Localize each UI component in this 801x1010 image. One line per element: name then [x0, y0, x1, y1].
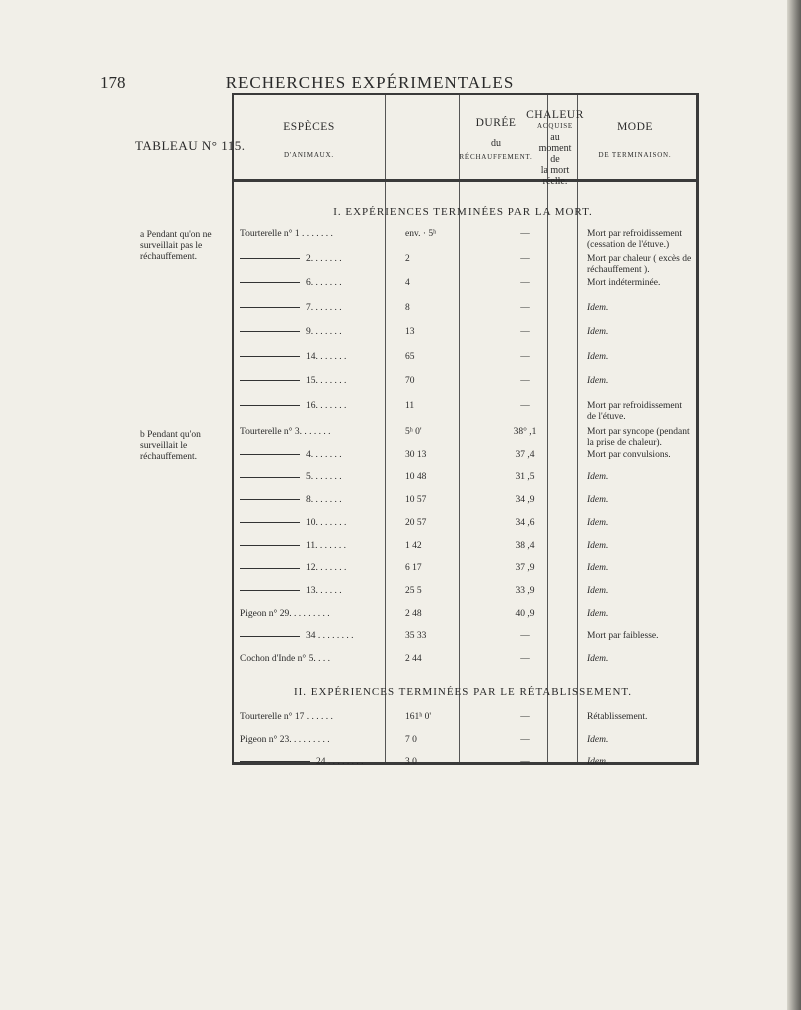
cell-animal	[240, 472, 385, 483]
ditto-rule	[240, 761, 310, 762]
cell-animal	[240, 609, 385, 620]
cell-animal-text: 14. . . . . . .	[306, 351, 347, 362]
table-row	[0, 278, 801, 304]
cell-animal-text: 10. . . . . . .	[306, 517, 347, 528]
cell-chaleur: —	[520, 302, 530, 313]
cell-duree: 7 0	[405, 734, 417, 745]
group-a-label: a Pendant qu'on ne surveillait pas le réchauffement.	[140, 230, 212, 262]
ditto-rule	[240, 454, 300, 455]
cell-animal	[240, 327, 385, 338]
cell-animal	[240, 450, 385, 461]
table-row	[0, 254, 801, 280]
ditto-rule	[240, 356, 300, 357]
cell-animal	[240, 757, 385, 768]
cell-chaleur: 31 ,5	[515, 472, 535, 483]
ditto-rule	[240, 636, 300, 637]
header-duree-line1: DURÉE	[475, 117, 517, 129]
cell-chaleur: 33 ,9	[515, 585, 535, 596]
header-chaleur-line1: CHALEUR	[526, 109, 584, 121]
cell-chaleur: —	[520, 351, 530, 362]
cell-mode: Rétablissement.	[587, 712, 648, 722]
cell-duree: 6 17	[405, 563, 422, 574]
cell-duree: env. · 5ʰ	[405, 229, 437, 239]
cell-duree: 25 5	[405, 585, 422, 596]
header-chaleur-line3: au	[550, 132, 560, 143]
cell-animal	[240, 518, 385, 529]
section1-title: I. EXPÉRIENCES TERMINÉES PAR LA MORT.	[333, 206, 593, 218]
cell-chaleur: —	[520, 278, 530, 288]
header-mode-line2: DE TERMINAISON.	[598, 151, 672, 159]
table-row	[0, 352, 801, 378]
table-row	[0, 303, 801, 329]
ditto-rule	[240, 282, 300, 283]
cell-animal-text: Cochon d'Inde n° 5. . . .	[240, 654, 330, 664]
cell-animal-text: 8. . . . . . .	[306, 495, 342, 506]
cell-animal-text: 13. . . . . .	[306, 585, 342, 596]
cell-chaleur: 40 ,9	[515, 608, 535, 619]
cell-duree: 30 13	[405, 449, 427, 460]
cell-duree: 161ʰ 0'	[405, 712, 432, 722]
cell-duree: 2 48	[405, 608, 422, 619]
cell-chaleur: —	[520, 631, 530, 642]
header-chaleur-line4: moment	[538, 143, 572, 154]
header-especes	[233, 122, 385, 161]
cell-mode: Mort par convulsions.	[587, 449, 671, 460]
cell-chaleur: 37 ,9	[515, 563, 535, 574]
cell-chaleur: —	[520, 376, 530, 386]
cell-animal-text: 12. . . . . . .	[306, 563, 347, 574]
ditto-rule	[240, 545, 300, 546]
ditto-rule	[240, 380, 300, 381]
cell-mode: Idem.	[587, 495, 609, 506]
header-duree-line3: RÉCHAUFFEMENT.	[459, 153, 533, 161]
header-chaleur-line7: réelle.	[542, 176, 568, 187]
page-number: 178	[100, 73, 126, 92]
cell-mode: Idem.	[587, 654, 609, 664]
cell-mode: Idem.	[587, 327, 609, 337]
cell-animal	[240, 427, 385, 438]
cell-mode: Idem.	[587, 734, 609, 745]
header-chaleur-line5: de	[550, 154, 560, 165]
cell-animal-text: Pigeon n° 29. . . . . . . . .	[240, 608, 330, 619]
header-rule	[234, 179, 696, 182]
cell-animal-text: 15. . . . . . .	[306, 376, 347, 386]
cell-mode: Idem.	[587, 757, 609, 767]
cell-mode: Idem.	[587, 517, 609, 528]
table-row	[0, 757, 801, 783]
cell-mode: Mort par syncope (pendant la prise de chaleur).	[587, 427, 690, 448]
cell-animal	[240, 254, 385, 265]
ditto-rule	[240, 568, 300, 569]
cell-chaleur: —	[520, 229, 530, 239]
cell-duree: 13	[405, 327, 415, 337]
cell-animal	[240, 401, 385, 412]
table-row	[0, 401, 801, 427]
cell-animal-text: 16. . . . . . .	[306, 400, 347, 411]
ditto-rule	[240, 477, 300, 478]
cell-mode: Mort indéterminée.	[587, 278, 661, 288]
ditto-rule	[240, 331, 300, 332]
cell-duree: 3 0	[405, 757, 417, 767]
cell-duree: 2	[405, 253, 410, 264]
cell-animal-text: Tourterelle n° 17 . . . . . .	[240, 712, 333, 722]
cell-mode: Mort par chaleur ( excès de réchauffement ).	[587, 253, 692, 275]
cell-chaleur: —	[520, 253, 530, 264]
header-especes-line2: D'ANIMAUX.	[284, 151, 334, 159]
cell-animal-text: 6. . . . . . .	[306, 278, 342, 288]
cell-animal-text: 9. . . . . . .	[306, 327, 342, 337]
ditto-rule	[240, 307, 300, 308]
header-duree-line2: du	[491, 138, 501, 149]
cell-animal	[240, 278, 385, 289]
table-row	[0, 376, 801, 402]
cell-animal	[240, 631, 385, 642]
cell-chaleur: —	[520, 757, 530, 767]
cell-animal	[240, 712, 385, 723]
cell-chaleur: —	[520, 734, 530, 745]
cell-chaleur: 34 ,9	[515, 495, 535, 506]
cell-animal-text: Pigeon n° 23. . . . . . . . .	[240, 734, 330, 745]
cell-mode: Mort par refroidissement (cessation de l'étuve.)	[587, 229, 682, 250]
cell-duree: 1 42	[405, 540, 422, 551]
table-row	[0, 327, 801, 353]
cell-duree: 65	[405, 351, 415, 362]
ditto-rule	[240, 405, 300, 406]
cell-chaleur: 37 ,4	[515, 449, 535, 460]
cell-animal	[240, 735, 385, 746]
cell-animal	[240, 376, 385, 387]
cell-mode: Idem.	[587, 540, 609, 551]
cell-duree: 10 48	[405, 472, 427, 483]
header-chaleur-line2: ACQUISE	[537, 122, 573, 130]
header-mode-line1: MODE	[617, 121, 653, 133]
cell-chaleur: 38° ,1	[513, 427, 537, 437]
cell-mode: Idem.	[587, 376, 609, 386]
cell-mode: Idem.	[587, 351, 609, 362]
cell-mode: Idem.	[587, 563, 609, 574]
cell-chaleur: 34 ,6	[515, 517, 535, 528]
header-chaleur-line6: la mort	[540, 165, 570, 176]
cell-mode: Idem.	[587, 585, 609, 596]
table-row	[0, 654, 801, 680]
cell-chaleur: —	[520, 654, 530, 664]
cell-animal	[240, 229, 385, 240]
cell-mode: Mort par faiblesse.	[587, 631, 659, 642]
cell-duree: 35 33	[405, 631, 427, 642]
cell-animal	[240, 495, 385, 506]
cell-animal-text: Tourterelle n° 3. . . . . . .	[240, 427, 331, 437]
cell-duree: 5ʰ 0'	[405, 427, 422, 437]
ditto-rule	[240, 499, 300, 500]
cell-mode: Idem.	[587, 472, 609, 483]
cell-duree: 70	[405, 376, 415, 386]
ditto-rule	[240, 258, 300, 259]
cell-animal-text: 2. . . . . . .	[306, 253, 342, 264]
cell-animal-text: 5. . . . . . .	[306, 472, 342, 483]
cell-animal	[240, 586, 385, 597]
ditto-rule	[240, 522, 300, 523]
cell-animal	[240, 654, 385, 665]
cell-animal	[240, 563, 385, 574]
section2-title: II. EXPÉRIENCES TERMINÉES PAR LE RÉTABLISSEMENT.	[293, 686, 633, 698]
cell-chaleur: —	[520, 327, 530, 337]
cell-chaleur: —	[520, 712, 530, 722]
cell-animal-text: 4. . . . . . .	[306, 449, 342, 460]
cell-animal-text: 11. . . . . . .	[306, 540, 347, 551]
cell-duree: 20 57	[405, 517, 427, 528]
cell-animal	[240, 303, 385, 314]
header-especes-line1: ESPÈCES	[283, 121, 335, 133]
table-row	[0, 229, 801, 255]
cell-duree: 2 44	[405, 654, 422, 664]
cell-duree: 8	[405, 302, 410, 313]
cell-animal-text: 24 . . . . . . . .	[316, 757, 364, 767]
cell-animal-text: 7. . . . . . .	[306, 302, 342, 313]
cell-animal	[240, 352, 385, 363]
cell-mode: Idem.	[587, 302, 609, 313]
running-head	[0, 73, 801, 95]
cell-animal-text: 34 . . . . . . . .	[306, 631, 354, 642]
table-label: TABLEAU N° 115.	[135, 138, 246, 153]
header-mode	[580, 122, 690, 161]
cell-animal	[240, 541, 385, 552]
cell-mode: Mort par refroidissement de l'étuve.	[587, 400, 682, 422]
cell-chaleur: 38 ,4	[515, 540, 535, 551]
cell-chaleur: —	[520, 400, 530, 411]
cell-duree: 11	[405, 400, 415, 411]
group-b-label: b Pendant qu'on surveillait le réchauffement.	[140, 430, 201, 462]
running-title: RECHERCHES EXPÉRIMENTALES	[225, 73, 515, 92]
ditto-rule	[240, 590, 300, 591]
cell-mode: Idem.	[587, 608, 609, 619]
cell-duree: 4	[405, 278, 410, 288]
cell-animal-text: Tourterelle n° 1 . . . . . . .	[240, 229, 333, 239]
cell-duree: 10 57	[405, 495, 427, 506]
